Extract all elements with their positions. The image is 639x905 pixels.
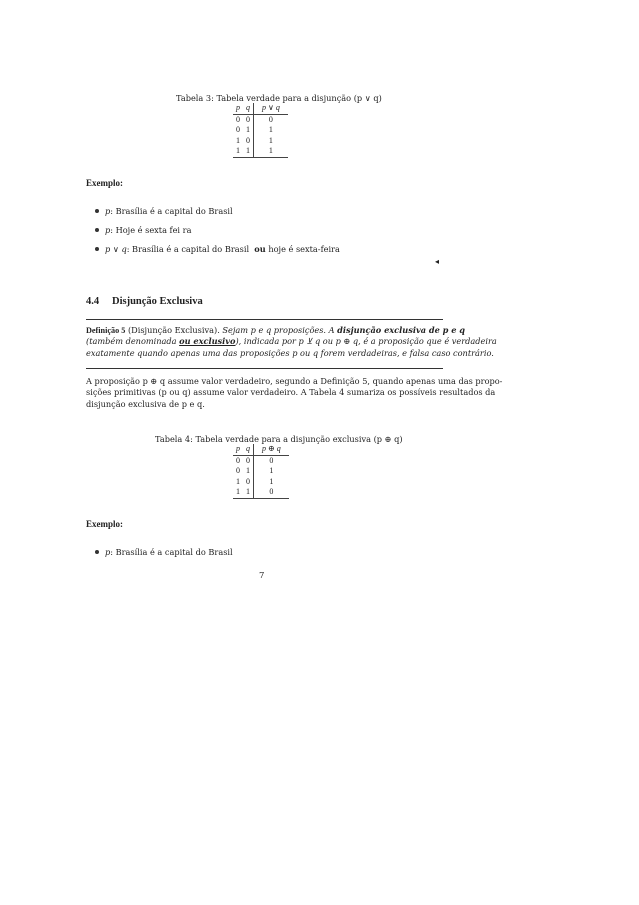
table-row [233,455,289,466]
list-item [95,225,191,235]
table-row [233,114,288,125]
definition-term: disjunção exclusiva de p e q [337,325,466,335]
variable: p [105,206,111,216]
example-heading: Exemplo: [86,178,123,188]
table-cell: 1 [243,466,254,477]
table-cell: 0 [269,455,274,465]
list-item [95,547,233,557]
table-cell: 1 [243,487,254,498]
definition-text: (também denominada [86,336,177,347]
paragraph-line: disjunção exclusiva de p e q. [86,398,205,409]
table-cell: 0 [236,125,240,134]
bullet-icon [95,209,99,213]
table-cell: 0 [243,136,254,147]
paragraph-line: A proposição p ⊕ q assume valor verdadeiro, segundo a Definição 5, quando apenas uma das propo- [86,376,503,386]
item-bold: ou [254,244,266,254]
list-item [95,206,233,216]
definition-text: Sejam p e q proposições. A [222,325,335,335]
bullet-icon [95,228,99,232]
definition-paren: (Disjunção Exclusiva). [127,325,220,335]
table-cell: 1 [254,146,288,157]
item-text-after: hoje é sexta-feira [268,244,340,254]
definition-top-rule [86,319,443,320]
table-header: q [243,444,254,455]
table4-caption: Tabela 4: Tabela verdade para a disjunção exclusiva (p ⊕ q) [155,434,403,444]
section-title: Disjunção Exclusiva [112,296,203,307]
truth-table-exclusive-disjunction [233,444,289,499]
table-cell: 0 [254,487,289,498]
table-cell: 1 [269,466,274,475]
table-row [233,466,289,477]
table-header: p ⊕ q [254,444,289,455]
definition-label: Definição 5 [86,326,126,335]
table-cell: 0 [243,114,254,125]
table-cell: 0 [243,477,254,488]
bullet-icon [95,247,99,251]
end-of-example-icon: ◂ [435,257,440,266]
table-cell: 1 [236,135,240,145]
table-cell: 0 [268,114,273,124]
list-item [95,244,340,254]
body-paragraph [86,376,503,410]
table-cell: 0 [236,114,240,124]
table-cell: 1 [236,476,240,486]
section-heading [86,296,203,307]
table-row [233,477,289,488]
item-text: : Hoje é sexta fei ra [110,225,192,235]
table-cell: 0 [243,455,254,466]
variable: p [105,225,111,235]
table-header: p ∨ q [254,103,288,114]
table-header: q [243,103,254,114]
table3-caption: Tabela 3: Tabela verdade para a disjunção (p ∨ q) [176,93,382,103]
truth-table-disjunction [233,103,288,158]
bullet-icon [95,550,99,554]
item-text: : Brasília é a capital do Brasil [110,547,233,557]
table-cell: 1 [233,487,243,498]
table-row [233,487,289,498]
definition-text: ), indicada por p ⊻ q ou p ⊕ q, é a proposição que é verdadeira [235,336,497,347]
item-text: : Brasília é a capital do Brasil [110,206,233,216]
definition-block [86,325,497,359]
table-cell: 1 [243,125,254,136]
page-number: 7 [259,571,265,581]
definition-term: ou exclusivo [179,336,236,347]
table-row [233,125,288,136]
table-cell: 1 [269,476,274,486]
example-heading: Exemplo: [86,519,123,529]
table-row [233,146,288,157]
variable: p [105,547,111,557]
definition-text: exatamente quando apenas uma das proposições p ou q forem verdadeiras, e falsa caso contrário. [86,347,494,358]
table-cell: 1 [268,125,273,134]
variable: p ∨ q [105,244,127,254]
table-row [233,136,288,147]
table-cell: 0 [236,466,240,475]
item-text: : Brasília é a capital do Brasil [126,244,250,254]
table-header: p [233,103,243,114]
table-cell: 1 [268,135,273,145]
definition-bottom-rule [86,368,443,369]
paragraph-line: sições primitivas (p ou q) assume valor verdadeiro. A Tabela 4 sumariza os possíveis resultados da [86,387,496,398]
table-cell: 1 [243,146,254,157]
table-cell: 0 [236,455,240,465]
section-number: 4.4 [86,296,100,307]
table-cell: 1 [233,146,243,157]
table-header: p [233,444,243,455]
